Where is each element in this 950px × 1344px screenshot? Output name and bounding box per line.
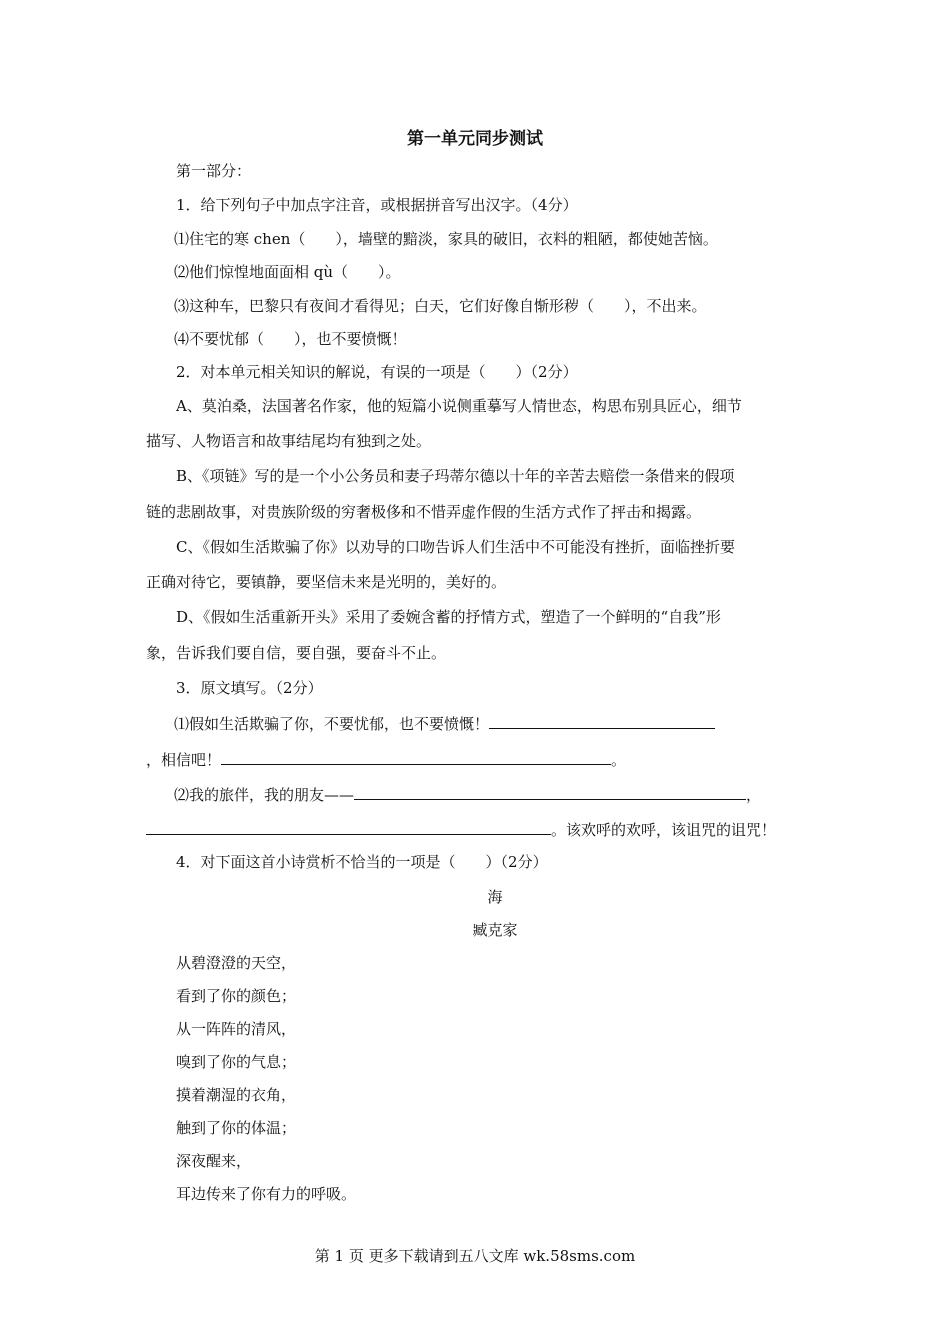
- poem-line: 看到了你的颜色；: [176, 987, 297, 1005]
- poem-line: 深夜醒来，: [176, 1152, 252, 1170]
- poem-line: 耳边传来了你有力的呼吸。: [176, 1185, 357, 1203]
- question-2-option-a-line-1: A、莫泊桑，法国著名作家，他的短篇小说侧重摹写人情世态，构思布别具匠心，细节: [176, 397, 742, 415]
- question-1-item-4: ⑷不要忧郁（ ），也不要愤慨！: [174, 330, 407, 348]
- question-3-line-1: [174, 713, 715, 734]
- poem-line: 嗅到了你的气息；: [176, 1053, 297, 1071]
- page-footer: 第 1 页 更多下载请到五八文库 wk.58sms.com: [314, 1247, 636, 1265]
- question-3-line-3: [174, 784, 761, 805]
- question-3-line-1-text: ⑴假如生活欺骗了你，不要忧郁，也不要愤慨！: [174, 715, 490, 733]
- question-2-option-d-line-1: D、《假如生活重新开头》采用了委婉含蓄的抒情方式，塑造了一个鲜明的“自我”形: [176, 608, 721, 626]
- question-1-item-1: ⑴住宅的寒 chen（ ），墙壁的黯淡，家具的破旧，衣料的粗陋，都使她苦恼。: [174, 230, 718, 248]
- question-3-stem: 3．原文填写。（2分）: [176, 679, 323, 697]
- question-1-item-3: ⑶这种车，巴黎只有夜间才看得见；白天，它们好像自惭形秽（ ），不出来。: [174, 297, 707, 315]
- question-3-line-3-text: ⑵我的旅伴，我的朋友——: [174, 786, 355, 804]
- question-2-option-c-line-1: C、《假如生活欺骗了你》以劝导的口吻告诉人们生活中不可能没有挫折，面临挫折要: [176, 538, 735, 556]
- fill-blank-1[interactable]: [489, 713, 715, 729]
- question-2-option-c-line-2: 正确对待它，要镇静，要坚信未来是光明的，美好的。: [146, 573, 507, 591]
- question-2-stem: 2．对本单元相关知识的解说，有误的一项是（ ）（2分）: [176, 363, 578, 381]
- poem-line: 从一阵阵的清风，: [176, 1020, 297, 1038]
- poem-line: 从碧澄澄的天空，: [176, 954, 297, 972]
- question-3-line-2-suffix: 。: [611, 751, 627, 769]
- question-3-line-2-prefix: ，相信吧！: [146, 751, 222, 769]
- question-2-option-a-line-2: 描写、人物语言和故事结尾均有独到之处。: [146, 432, 432, 450]
- question-3-line-2: [146, 749, 626, 770]
- question-1-stem: 1．给下列句子中加点字注音，或根据拼音写出汉字。（4分）: [176, 196, 578, 214]
- question-3-line-4-suffix: 。该欢呼的欢呼，该诅咒的诅咒！: [551, 821, 777, 839]
- question-1-item-2: ⑵他们惊惶地面面相 qù（ ）。: [174, 263, 401, 281]
- question-3-line-4: [146, 819, 776, 840]
- fill-blank-4[interactable]: [146, 819, 551, 835]
- question-4-stem: 4．对下面这首小诗赏析不恰当的一项是（ ）（2分）: [176, 853, 548, 871]
- poem-line: 触到了你的体温；: [176, 1119, 297, 1137]
- page-title: 第一单元同步测试: [407, 129, 543, 149]
- poem-author: 臧克家: [472, 921, 518, 939]
- poem-line: 摸着潮湿的衣角，: [176, 1086, 297, 1104]
- fill-blank-2[interactable]: [221, 749, 611, 765]
- question-3-line-3-suffix: ，: [746, 786, 762, 804]
- question-2-option-d-line-2: 象，告诉我们要自信，要自强，要奋斗不止。: [146, 644, 447, 662]
- question-2-option-b-line-1: B、《项链》写的是一个小公务员和妻子玛蒂尔德以十年的辛苦去赔偿一条借来的假项: [176, 467, 735, 485]
- part-heading: 第一部分：: [176, 162, 252, 180]
- question-2-option-b-line-2: 链的悲剧故事，对贵族阶级的穷奢极侈和不惜弄虚作假的生活方式作了抨击和揭露。: [146, 503, 702, 521]
- poem-title: 海: [487, 888, 503, 906]
- fill-blank-3[interactable]: [354, 784, 746, 800]
